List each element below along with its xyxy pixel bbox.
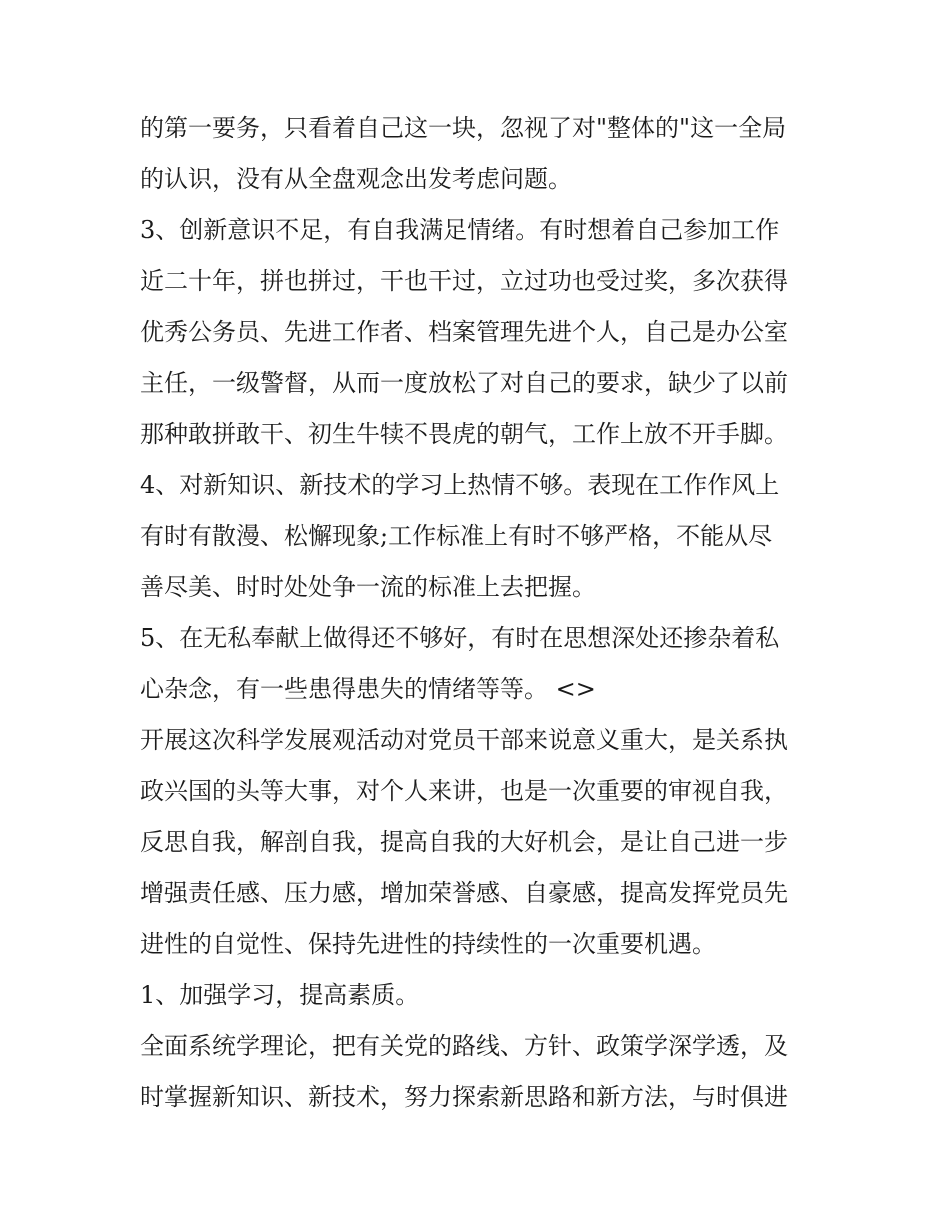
- text-line: 3、创新意识不足，有自我满足情绪。有时想着自己参加工作: [140, 216, 780, 244]
- text-line: 的认识，没有从全盘观念出发考虑问题。: [140, 165, 572, 193]
- text-line: 1、加强学习，提高素质。: [140, 981, 420, 1009]
- text-line: 时掌握新知识、新技术，努力探索新思路和新方法，与时俱进: [140, 1083, 788, 1111]
- text-line: 善尽美、时时处处争一流的标准上去把握。: [140, 573, 596, 601]
- text-line: 近二十年，拼也拼过，干也干过，立过功也受过奖，多次获得: [140, 267, 788, 295]
- text-line: 心杂念，有一些患得患失的情绪等等。 <>: [140, 675, 596, 703]
- text-line: 那种敢拼敢干、初生牛犊不畏虎的朝气，工作上放不开手脚。: [140, 420, 788, 448]
- text-line: 的第一要务，只看着自己这一块，忽视了对"整体的"这一全局: [140, 114, 787, 142]
- text-line: 政兴国的头等大事，对个人来讲，也是一次重要的审视自我，: [140, 777, 788, 805]
- text-line: 增强责任感、压力感，增加荣誉感、自豪感，提高发挥党员先: [140, 879, 788, 907]
- text-line: 4、对新知识、新技术的学习上热情不够。表现在工作作风上: [140, 471, 780, 499]
- text-line: 开展这次科学发展观活动对党员干部来说意义重大，是关系执: [140, 726, 788, 754]
- text-line: 反思自我，解剖自我，提高自我的大好机会，是让自己进一步: [140, 828, 788, 856]
- body-text: [140, 103, 820, 1123]
- text-line: 有时有散漫、松懈现象;工作标准上有时不够严格，不能从尽: [140, 522, 773, 550]
- text-line: 5、在无私奉献上做得还不够好，有时在思想深处还掺杂着私: [140, 624, 780, 652]
- text-line: 主任，一级警督，从而一度放松了对自己的要求，缺少了以前: [140, 369, 788, 397]
- text-line: 进性的自觉性、保持先进性的持续性的一次重要机遇。: [140, 930, 716, 958]
- text-line: 全面系统学理论，把有关党的路线、方针、政策学深学透，及: [140, 1032, 788, 1060]
- text-line: 优秀公务员、先进工作者、档案管理先进个人，自己是办公室: [140, 318, 788, 346]
